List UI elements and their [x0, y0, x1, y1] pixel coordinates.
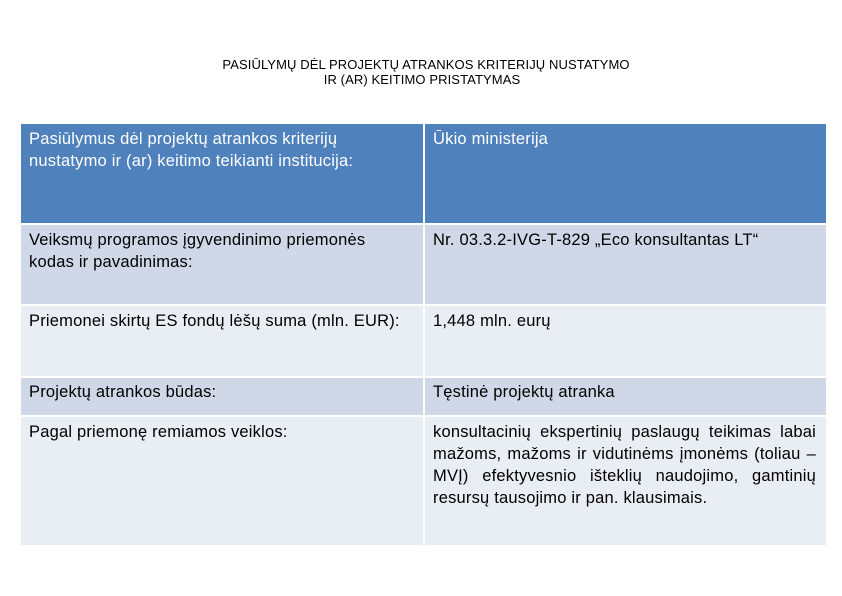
row-label: Pagal priemonę remiamos veiklos:: [21, 416, 424, 545]
row-value: Tęstinė projektų atranka: [424, 377, 826, 416]
row-value: Ūkio ministerija: [424, 124, 826, 224]
table-row-measure-code: [21, 224, 826, 305]
title-line-1: PASIŪLYMŲ DĖL PROJEKTŲ ATRANKOS KRITERIJŲ NUSTATYMO: [222, 57, 630, 72]
row-value: Nr. 03.3.2-IVG-T-829 „Eco konsultantas LT“: [424, 224, 826, 305]
table-row-selection-method: [21, 377, 826, 416]
row-label: Priemonei skirtų ES fondų lėšų suma (mln. EUR):: [21, 305, 424, 377]
row-label: Pasiūlymus dėl projektų atrankos kriterijų nustatymo ir (ar) keitimo teikianti institucija:: [21, 124, 424, 224]
row-value: konsultacinių ekspertinių paslaugų teikimas labai mažoms, mažoms ir vidutinėms įmonėms (toliau – MVĮ) efektyvesnio išteklių naudojimo, gamtinių resursų tausojimo ir pan. klausimais.: [424, 416, 826, 545]
presentation-table: [21, 124, 826, 545]
document-title: [0, 57, 842, 87]
table-row-supported-activities: [21, 416, 826, 545]
row-label: Projektų atrankos būdas:: [21, 377, 424, 416]
row-value: 1,448 mln. eurų: [424, 305, 826, 377]
table-row-institution: [21, 124, 826, 224]
row-label: Veiksmų programos įgyvendinimo priemonės kodas ir pavadinimas:: [21, 224, 424, 305]
table-row-funds-amount: [21, 305, 826, 377]
title-line-2: IR (AR) KEITIMO PRISTATYMAS: [323, 72, 521, 87]
